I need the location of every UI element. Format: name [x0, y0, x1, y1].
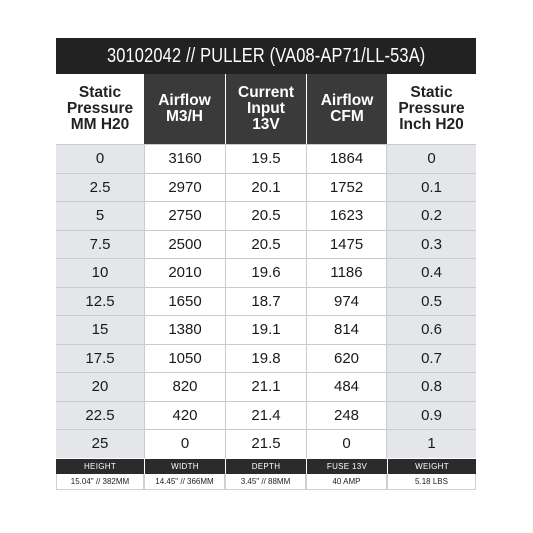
table-cell-airflow-m3h: 1650: [144, 287, 225, 316]
table-cell-airflow-m3h: 2970: [144, 173, 225, 202]
table-cell-mm-h2o: 10: [56, 258, 144, 287]
table-cell-airflow-m3h: 820: [144, 372, 225, 401]
table-cell-airflow-cfm: 484: [306, 372, 387, 401]
table-cell-mm-h2o: 17.5: [56, 344, 144, 373]
table-cell-inch-h2o: 0.7: [387, 344, 476, 373]
table-cell-current: 19.6: [225, 258, 306, 287]
table-cell-airflow-m3h: 1050: [144, 344, 225, 373]
table-cell-airflow-m3h: 2750: [144, 201, 225, 230]
table-cell-airflow-cfm: 1186: [306, 258, 387, 287]
table-cell-airflow-cfm: 1475: [306, 230, 387, 259]
table-cell-airflow-m3h: 420: [144, 401, 225, 430]
spec-label-fuse: FUSE 13V: [306, 459, 387, 474]
table-cell-current: 18.7: [225, 287, 306, 316]
table-cell-current: 21.4: [225, 401, 306, 430]
header-airflow-cfm: Airflow CFM: [306, 74, 387, 144]
table-cell-mm-h2o: 15: [56, 315, 144, 344]
table-cell-airflow-cfm: 0: [306, 429, 387, 458]
table-cell-current: 19.8: [225, 344, 306, 373]
header-static-pressure-inch: Static Pressure Inch H20: [387, 74, 476, 144]
table-cell-inch-h2o: 0: [387, 144, 476, 173]
table-cell-mm-h2o: 0: [56, 144, 144, 173]
table-cell-airflow-cfm: 814: [306, 315, 387, 344]
table-cell-mm-h2o: 20: [56, 372, 144, 401]
table-cell-inch-h2o: 0.5: [387, 287, 476, 316]
table-cell-inch-h2o: 1: [387, 429, 476, 458]
spec-label-width: WIDTH: [144, 459, 225, 474]
table-cell-mm-h2o: 5: [56, 201, 144, 230]
table-cell-airflow-m3h: 0: [144, 429, 225, 458]
table-cell-current: 21.1: [225, 372, 306, 401]
table-cell-inch-h2o: 0.8: [387, 372, 476, 401]
table-cell-airflow-m3h: 2500: [144, 230, 225, 259]
table-cell-inch-h2o: 0.6: [387, 315, 476, 344]
table-cell-current: 19.5: [225, 144, 306, 173]
table-cell-mm-h2o: 22.5: [56, 401, 144, 430]
spec-label-weight: WEIGHT: [387, 459, 476, 474]
table-cell-inch-h2o: 0.3: [387, 230, 476, 259]
table-cell-inch-h2o: 0.1: [387, 173, 476, 202]
performance-table: [56, 74, 476, 458]
table-cell-inch-h2o: 0.9: [387, 401, 476, 430]
spec-value-width: 14.45" // 366MM: [144, 474, 225, 490]
sheet-title: [56, 38, 476, 74]
table-cell-current: 20.5: [225, 201, 306, 230]
table-cell-airflow-m3h: 3160: [144, 144, 225, 173]
header-airflow-m3h: Airflow M3/H: [144, 74, 225, 144]
spec-sheet: [56, 38, 476, 490]
table-cell-mm-h2o: 2.5: [56, 173, 144, 202]
header-static-pressure-mm: Static Pressure MM H20: [56, 74, 144, 144]
table-cell-airflow-m3h: 2010: [144, 258, 225, 287]
table-cell-airflow-cfm: 1623: [306, 201, 387, 230]
table-cell-current: 20.5: [225, 230, 306, 259]
table-cell-mm-h2o: 12.5: [56, 287, 144, 316]
table-cell-airflow-m3h: 1380: [144, 315, 225, 344]
spec-value-weight: 5.18 LBS: [387, 474, 476, 490]
table-cell-inch-h2o: 0.2: [387, 201, 476, 230]
table-cell-airflow-cfm: 974: [306, 287, 387, 316]
table-cell-airflow-cfm: 248: [306, 401, 387, 430]
header-current-input: Current Input 13V: [225, 74, 306, 144]
table-cell-mm-h2o: 25: [56, 429, 144, 458]
table-cell-current: 20.1: [225, 173, 306, 202]
table-cell-current: 21.5: [225, 429, 306, 458]
table-cell-airflow-cfm: 620: [306, 344, 387, 373]
table-cell-airflow-cfm: 1752: [306, 173, 387, 202]
table-cell-inch-h2o: 0.4: [387, 258, 476, 287]
sheet-title-text: 30102042 // PULLER (VA08-AP71/LL-53A): [106, 44, 426, 67]
table-cell-current: 19.1: [225, 315, 306, 344]
spec-label-depth: DEPTH: [225, 459, 306, 474]
spec-value-fuse: 40 AMP: [306, 474, 387, 490]
spec-value-height: 15.04" // 382MM: [56, 474, 144, 490]
table-cell-mm-h2o: 7.5: [56, 230, 144, 259]
dimension-specs: [56, 459, 476, 490]
table-cell-airflow-cfm: 1864: [306, 144, 387, 173]
spec-value-depth: 3.45" // 88MM: [225, 474, 306, 490]
spec-label-height: HEIGHT: [56, 459, 144, 474]
